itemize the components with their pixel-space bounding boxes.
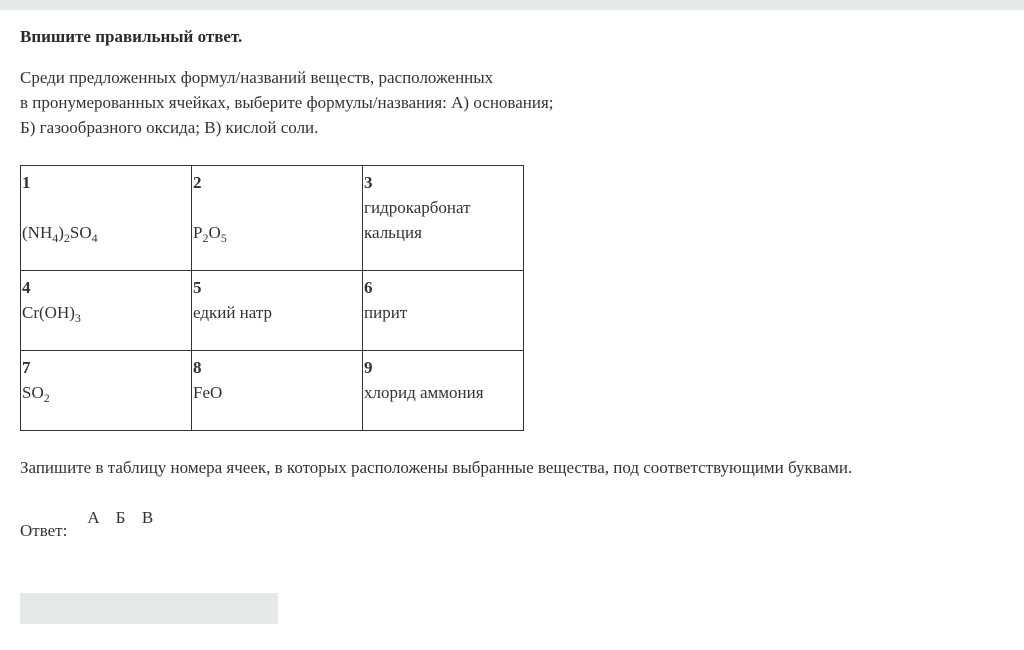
answer-letters xyxy=(80,508,161,528)
cell-value: $P_2O_5$ xyxy=(193,223,227,245)
cell-value: гидрокарбонат кальция xyxy=(364,198,471,242)
cell-value: едкий натр xyxy=(193,303,273,322)
question-text-line: Среди предложенных формул/названий веществ, расположенных xyxy=(20,68,494,87)
cell-number: 2 xyxy=(193,173,202,192)
table-cell-1 xyxy=(21,166,192,271)
question-text-line: Б) газообразного оксида; В) кислой соли. xyxy=(20,118,319,137)
question-text-line: в пронумерованных ячейках, выберите формулы/названия: А) основания; xyxy=(20,93,554,112)
table-cell-9 xyxy=(363,351,524,431)
table-cell-4 xyxy=(21,271,192,351)
cell-value: $Cr(OH)_3$ xyxy=(22,303,81,325)
question-instruction: Впишите правильный ответ. xyxy=(20,27,243,46)
table-cell-7 xyxy=(21,351,192,431)
table-cell-8 xyxy=(192,351,363,431)
cell-value: пирит xyxy=(364,303,408,322)
cell-number: 4 xyxy=(22,278,31,297)
cell-number: 6 xyxy=(364,278,373,297)
cell-number: 1 xyxy=(22,173,31,192)
answer-letter: А xyxy=(87,508,100,527)
answer-instruction: Запишите в таблицу номера ячеек, в которых расположены выбранные вещества, под соответствующими буквами. xyxy=(20,458,853,477)
answer-letter: Б xyxy=(115,508,126,527)
table-cell-5 xyxy=(192,271,363,351)
cell-number: 5 xyxy=(193,278,202,297)
question-text xyxy=(20,65,554,140)
cell-value: FeO xyxy=(193,383,223,402)
table-cell-3 xyxy=(363,166,524,271)
cell-value: хлорид аммония xyxy=(364,383,484,402)
cell-spacer xyxy=(22,195,190,220)
table-row xyxy=(21,271,524,351)
table-cell-6 xyxy=(363,271,524,351)
top-bar xyxy=(0,0,1024,10)
table-row xyxy=(21,351,524,431)
cell-value: $(NH_4)_2SO_4$ xyxy=(22,223,98,245)
answer-input[interactable] xyxy=(20,593,278,624)
answer-label: Ответ: xyxy=(20,521,68,540)
cell-number: 7 xyxy=(22,358,31,377)
cell-number: 3 xyxy=(364,173,373,192)
cell-value: $SO_2$ xyxy=(22,383,50,405)
table-cell-2 xyxy=(192,166,363,271)
substances-table xyxy=(20,165,524,431)
cell-spacer xyxy=(193,195,361,220)
cell-number: 9 xyxy=(364,358,373,377)
answer-letter: В xyxy=(141,508,154,527)
cell-number: 8 xyxy=(193,358,202,377)
table-row xyxy=(21,166,524,271)
